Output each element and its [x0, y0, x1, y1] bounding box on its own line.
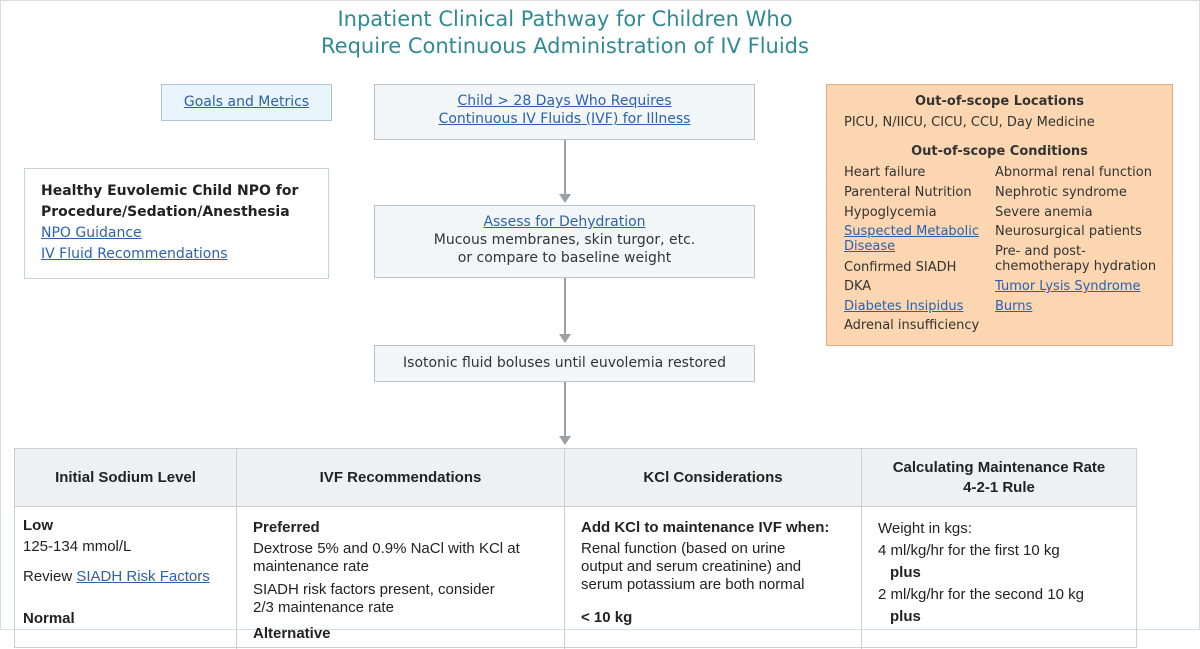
- ivf-line-4: 2/3 maintenance rate: [253, 599, 394, 616]
- out-of-scope-locations-heading: Out-of-scope Locations: [915, 94, 1084, 109]
- condition-parenteral-nutrition: Parenteral Nutrition: [844, 185, 972, 200]
- header-kcl-considerations: [565, 449, 862, 507]
- chemo-line-2: chemotherapy hydration: [995, 259, 1157, 274]
- condition-diabetes-insipidus-link[interactable]: Diabetes Insipidus: [844, 299, 964, 314]
- header-rate-line-2: 4-2-1 Rule: [963, 478, 1035, 496]
- kcl-line-2: output and serum creatinine) and: [581, 558, 802, 575]
- kcl-under-10kg: < 10 kg: [581, 609, 633, 626]
- header-rate-line-1: Calculating Maintenance Rate: [892, 458, 1106, 476]
- condition-hypoglycemia: Hypoglycemia: [844, 205, 937, 220]
- ivf-line-3: SIADH risk factors present, consider: [253, 581, 495, 598]
- siadh-risk-factors-link[interactable]: SIADH Risk Factors: [76, 568, 210, 585]
- rate-plus-2: plus: [890, 608, 921, 625]
- arrow-child-to-assess: [564, 140, 566, 195]
- header-maintenance-rate: [862, 449, 1136, 507]
- condition-tumor-lysis-syndrome-link[interactable]: Tumor Lysis Syndrome: [995, 279, 1141, 294]
- condition-nephrotic-syndrome: Nephrotic syndrome: [995, 185, 1127, 200]
- kcl-cell: [565, 507, 862, 649]
- ivf-line-2: maintenance rate: [253, 558, 369, 575]
- condition-suspected-metabolic-disease-link[interactable]: [844, 224, 979, 254]
- ivf-cell: [237, 507, 565, 649]
- condition-severe-anemia: Severe anemia: [995, 205, 1093, 220]
- rate-line-4: 2 ml/kg/hr for the second 10 kg: [878, 586, 1084, 603]
- header-ivf-recommendations: [237, 449, 565, 507]
- page-title: [0, 6, 1130, 60]
- child-criteria-line-2: Continuous IV Fluids (IVF) for Illness: [438, 111, 691, 127]
- assess-line-2: or compare to baseline weight: [457, 250, 672, 266]
- metabolic-line-1: Suspected Metabolic: [844, 224, 979, 239]
- condition-neurosurgical-patients: Neurosurgical patients: [995, 224, 1142, 239]
- out-of-scope-locations: PICU, N/IICU, CICU, CCU, Day Medicine: [844, 115, 1095, 130]
- npo-heading-line-1: Healthy Euvolemic Child NPO for: [41, 183, 299, 199]
- condition-adrenal-insufficiency: Adrenal insufficiency: [844, 318, 980, 333]
- header-kcl-label: KCl Considerations: [643, 468, 783, 486]
- condition-burns-link[interactable]: Burns: [995, 299, 1033, 314]
- npo-heading-line-2: Procedure/Sedation/Anesthesia: [41, 204, 290, 220]
- isotonic-boluses-text: Isotonic fluid boluses until euvolemia restored: [403, 355, 726, 371]
- condition-chemotherapy-hydration: [995, 244, 1156, 274]
- arrow-assess-to-isotonic: [564, 278, 566, 335]
- ivf-alternative-label: Alternative: [253, 625, 331, 642]
- sodium-review-label: Review: [23, 568, 73, 585]
- assess-dehydration-box: [374, 205, 755, 278]
- kcl-line-1: Renal function (based on urine: [581, 540, 786, 557]
- arrowhead-isotonic-to-table: [559, 436, 571, 445]
- condition-heart-failure: Heart failure: [844, 165, 926, 180]
- arrowhead-child-to-assess: [559, 194, 571, 203]
- arrow-isotonic-to-table: [564, 382, 566, 437]
- sodium-low-label: Low: [23, 517, 53, 534]
- sodium-review-row: [23, 568, 210, 586]
- child-criteria-link[interactable]: [439, 93, 691, 127]
- rate-cell: [862, 507, 1136, 649]
- kcl-line-3: serum potassium are both normal: [581, 576, 805, 593]
- ivf-preferred-label: Preferred: [253, 519, 320, 536]
- child-criteria-box: [374, 84, 755, 140]
- rate-line-2: 4 ml/kg/hr for the first 10 kg: [878, 542, 1060, 559]
- condition-confirmed-siadh: Confirmed SIADH: [844, 260, 957, 275]
- goals-and-metrics-link[interactable]: Goals and Metrics: [183, 94, 310, 110]
- arrowhead-assess-to-isotonic: [559, 334, 571, 343]
- assess-line-1: Mucous membranes, skin turgor, etc.: [433, 232, 696, 248]
- goals-box: [161, 84, 332, 121]
- out-of-scope-box: [826, 84, 1173, 346]
- sodium-normal-label: Normal: [23, 610, 75, 627]
- header-initial-sodium: [15, 449, 237, 507]
- npo-guidance-link[interactable]: NPO Guidance: [41, 225, 142, 241]
- isotonic-boluses-box: [374, 345, 755, 382]
- out-of-scope-conditions-heading: Out-of-scope Conditions: [911, 144, 1088, 159]
- header-initial-sodium-label: Initial Sodium Level: [55, 468, 196, 486]
- recommendations-table: [14, 448, 1137, 648]
- rate-line-1: Weight in kgs:: [878, 520, 972, 537]
- sodium-low-range: 125-134 mmol/L: [23, 538, 132, 555]
- metabolic-line-2: Disease: [844, 239, 896, 254]
- condition-dka: DKA: [844, 279, 872, 294]
- rate-plus-1: plus: [890, 564, 921, 581]
- condition-abnormal-renal-function: Abnormal renal function: [995, 165, 1152, 180]
- title-line-1: Inpatient Clinical Pathway for Children Who: [337, 7, 793, 31]
- sodium-cell: [15, 507, 237, 649]
- kcl-heading: Add KCl to maintenance IVF when:: [581, 519, 830, 536]
- ivf-line-1: Dextrose 5% and 0.9% NaCl with KCl at: [253, 540, 520, 557]
- header-ivf-label: IVF Recommendations: [319, 468, 482, 486]
- child-criteria-line-1: Child > 28 Days Who Requires: [457, 93, 672, 109]
- chemo-line-1: Pre- and post-: [995, 244, 1086, 259]
- iv-fluid-recommendations-link[interactable]: IV Fluid Recommendations: [41, 246, 228, 262]
- assess-dehydration-link[interactable]: Assess for Dehydration: [483, 214, 646, 230]
- npo-box: [24, 168, 329, 279]
- title-line-2: Require Continuous Administration of IV Fluids: [321, 34, 809, 58]
